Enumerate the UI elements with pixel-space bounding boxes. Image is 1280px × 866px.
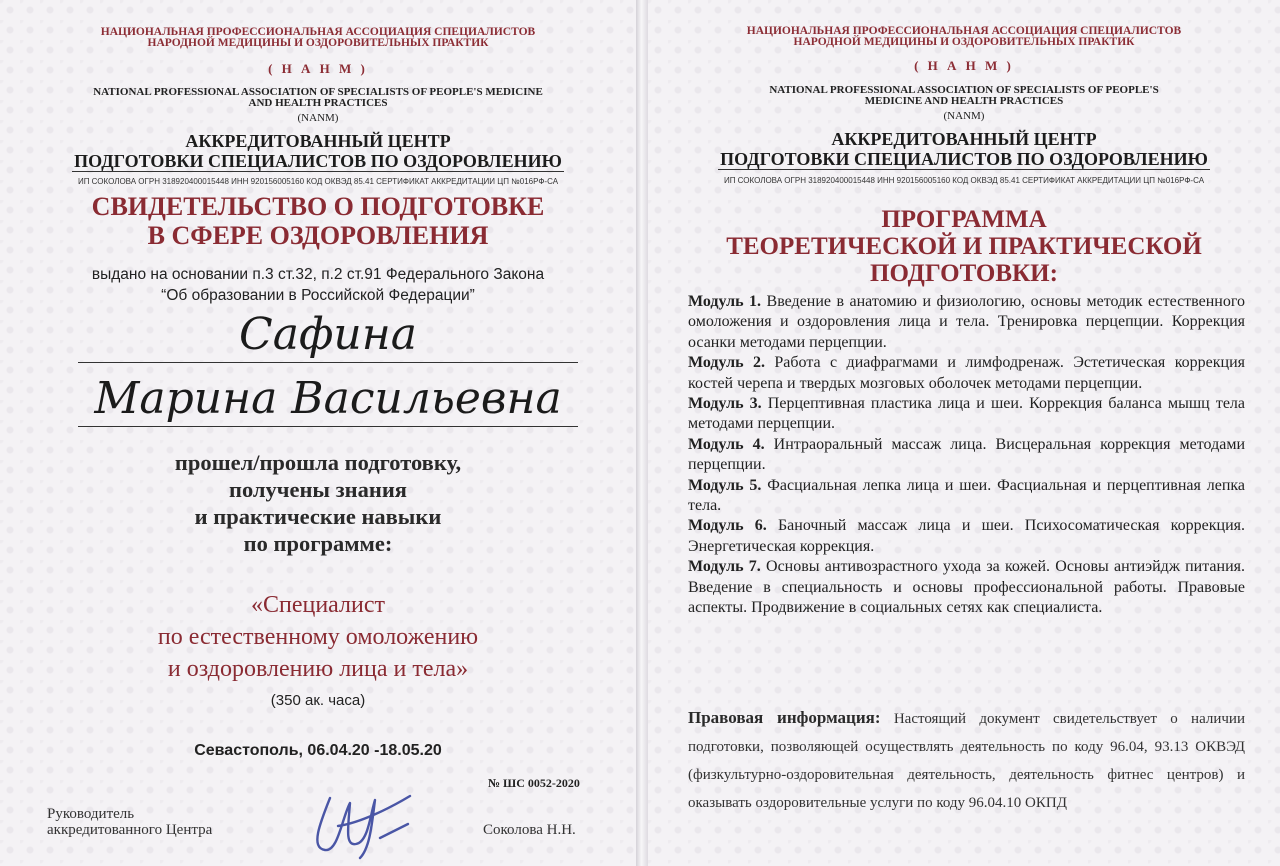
module-text: Перцептивная пластика лица и шеи. Коррекция баланса мышц тела методами перцепции.: [688, 395, 1246, 433]
certificate-right-page: [648, 0, 1280, 866]
recipient-given-names: Марина Васильевна: [78, 372, 578, 427]
module-text: Введение в анатомию и физиологию, основы методик естественного омоложения и оздоровления лица и тела. Тренировка перцепции. Коррекция осанки методами перцепции.: [688, 293, 1246, 351]
module-text: Интраоральный массаж лица. Висцеральная коррекция методами перцепции.: [688, 435, 1246, 474]
signature-label-line2: аккредитованного Центра: [47, 822, 213, 838]
association-name-en-line2: MEDICINE AND HEALTH PRACTICES: [864, 95, 1064, 107]
module-label: Модуль 4.: [688, 435, 765, 453]
city-and-dates: Севастополь, 06.04.20 -18.05.20: [194, 742, 442, 759]
completion-line2: получены знания: [229, 477, 407, 502]
center-title-line1: АККРЕДИТОВАННЫЙ ЦЕНТР: [831, 129, 1097, 149]
program-title-line2: ТЕОРЕТИЧЕСКОЙ И ПРАКТИЧЕСКОЙ: [726, 233, 1202, 260]
certificate-title: [20, 192, 616, 250]
association-name-en-line1: NATIONAL PROFESSIONAL ASSOCIATION OF SPECIALISTS OF PEOPLE'S: [769, 84, 1159, 96]
association-name-en-line2: AND HEALTH PRACTICES: [248, 97, 388, 109]
association-abbr-ru: ( Н А Н М ): [914, 58, 1014, 73]
module-item: [688, 516, 1245, 557]
module-label: Модуль 5.: [688, 476, 762, 494]
registration-details: ИП СОКОЛОВА ОГРН 318920400015448 ИНН 920156005160 КОД ОКВЭД 85.41 СЕРТИФИКАТ АККРЕДИТАЦИИ ЦП №016РФ-СА: [723, 176, 1205, 185]
module-label: Модуль 7.: [688, 558, 761, 576]
center-title-line2: ПОДГОТОВКИ СПЕЦИАЛИСТОВ ПО ОЗДОРОВЛЕНИЮ: [74, 151, 562, 171]
module-item: [688, 292, 1245, 353]
association-abbr-en: (NANM): [297, 112, 339, 124]
legal-basis: [20, 264, 616, 306]
certificate-title-line2: В СФЕРЕ ОЗДОРОВЛЕНИЯ: [147, 221, 489, 250]
module-list: [688, 292, 1245, 619]
registration-details: ИП СОКОЛОВА ОГРН 318920400015448 ИНН 920156005160 КОД ОКВЭД 85.41 СЕРТИФИКАТ АККРЕДИТАЦИИ ЦП №016РФ-СА: [77, 177, 559, 186]
program-hours: (350 ак. часа): [270, 692, 366, 709]
module-text: Баночный массаж лица и шеи. Психосоматическая коррекция. Энергетическая коррекция.: [688, 517, 1245, 555]
association-abbr-en: (NANM): [943, 110, 985, 122]
center-title-line1: АККРЕДИТОВАННЫЙ ЦЕНТР: [185, 131, 451, 151]
module-item: [688, 353, 1245, 394]
accredited-center-title: [668, 129, 1260, 170]
signer-name: Соколова Н.Н.: [483, 822, 576, 838]
association-name-ru-line2: НАРОДНОЙ МЕДИЦИНЫ И ОЗДОРОВИТЕЛЬНЫХ ПРАКТИК: [793, 36, 1135, 48]
program-name-line3: и оздоровлению лица и тела»: [167, 656, 469, 682]
completion-line3: и практические навыки: [194, 504, 442, 529]
program-name-line1: «Специалист: [250, 592, 385, 618]
association-name-ru: [20, 27, 616, 49]
module-item: [688, 557, 1245, 618]
module-label: Модуль 2.: [688, 354, 765, 372]
program-title-line3: ПОДГОТОВКИ:: [870, 260, 1058, 287]
booklet-fold: [636, 0, 648, 866]
module-text: Фасциальная лепка лица и шеи. Фасциальная и перцептивная лепка тела.: [688, 476, 1246, 515]
association-name-en: [20, 87, 616, 109]
program-title: [668, 206, 1260, 287]
completion-line4: по программе:: [243, 531, 393, 556]
association-name-ru-line1: НАЦИОНАЛЬНАЯ ПРОФЕССИОНАЛЬНАЯ АССОЦИАЦИЯ СПЕЦИАЛИСТОВ: [746, 25, 1182, 37]
association-name-ru-line2: НАРОДНОЙ МЕДИЦИНЫ И ОЗДОРОВИТЕЛЬНЫХ ПРАКТИК: [147, 37, 489, 49]
center-title-line2: ПОДГОТОВКИ СПЕЦИАЛИСТОВ ПО ОЗДОРОВЛЕНИЮ: [720, 149, 1208, 169]
module-text: Основы антивозрастного ухода за кожей. Основы антиэйдж питания. Введение в специальность и основы профессиональной работы. Правовые аспекты. Продвижение в социальных сетях как специалиста.: [688, 558, 1246, 617]
accredited-center-title: [20, 131, 616, 172]
completion-statement: [20, 449, 616, 557]
module-text: Работа с диафрагмами и лимфодренаж. Эстетическая коррекция костей черепа и твердых мозговых оболочек методами перцепции.: [688, 354, 1246, 392]
module-item: [688, 394, 1245, 435]
program-name-line2: по естественному омоложению: [157, 624, 479, 650]
signature-label-line1: Руководитель: [47, 806, 135, 822]
association-name-en-line1: NATIONAL PROFESSIONAL ASSOCIATION OF SPECIALISTS OF PEOPLE'S MEDICINE: [93, 86, 543, 98]
module-item: [688, 435, 1245, 476]
legal-information: [688, 704, 1245, 817]
recipient-surname: Сафина: [78, 308, 578, 363]
module-item: [688, 476, 1245, 517]
legal-information-label: Правовая информация:: [688, 708, 881, 727]
program-name: [20, 589, 616, 685]
module-label: Модуль 6.: [688, 517, 767, 535]
association-name-ru: [668, 26, 1260, 48]
module-label: Модуль 3.: [688, 395, 762, 413]
module-label: Модуль 1.: [688, 293, 762, 310]
program-title-line1: ПРОГРАММА: [881, 206, 1047, 233]
certificate-left-page: [0, 0, 636, 866]
handwritten-signature: [290, 778, 430, 863]
signature-label: [47, 806, 212, 838]
association-name-ru-line1: НАЦИОНАЛЬНАЯ ПРОФЕССИОНАЛЬНАЯ АССОЦИАЦИЯ СПЕЦИАЛИСТОВ: [100, 26, 536, 38]
association-abbr-ru: ( Н А Н М ): [268, 61, 368, 76]
completion-line1: прошел/прошла подготовку,: [174, 450, 462, 475]
legal-basis-line2: “Об образовании в Российской Федерации”: [161, 287, 475, 304]
association-name-en: [668, 85, 1260, 107]
certificate-title-line1: СВИДЕТЕЛЬСТВО О ПОДГОТОВКЕ: [91, 192, 545, 221]
legal-information-text: Настоящий документ свидетельствует о наличии подготовки, позволяющей осуществлять деятельность по коду 96.04, 93.13 ОКВЭД (физкультурно-оздоровительная деятельность, деятельность фитнес центров) и оказывать оздоровительные услуги по коду 96.04.10 ОКПД: [688, 711, 1245, 811]
document-number: № ШС 0052-2020: [488, 776, 580, 790]
legal-basis-line1: выдано на основании п.3 ст.32, п.2 ст.91 Федерального Закона: [91, 266, 545, 283]
